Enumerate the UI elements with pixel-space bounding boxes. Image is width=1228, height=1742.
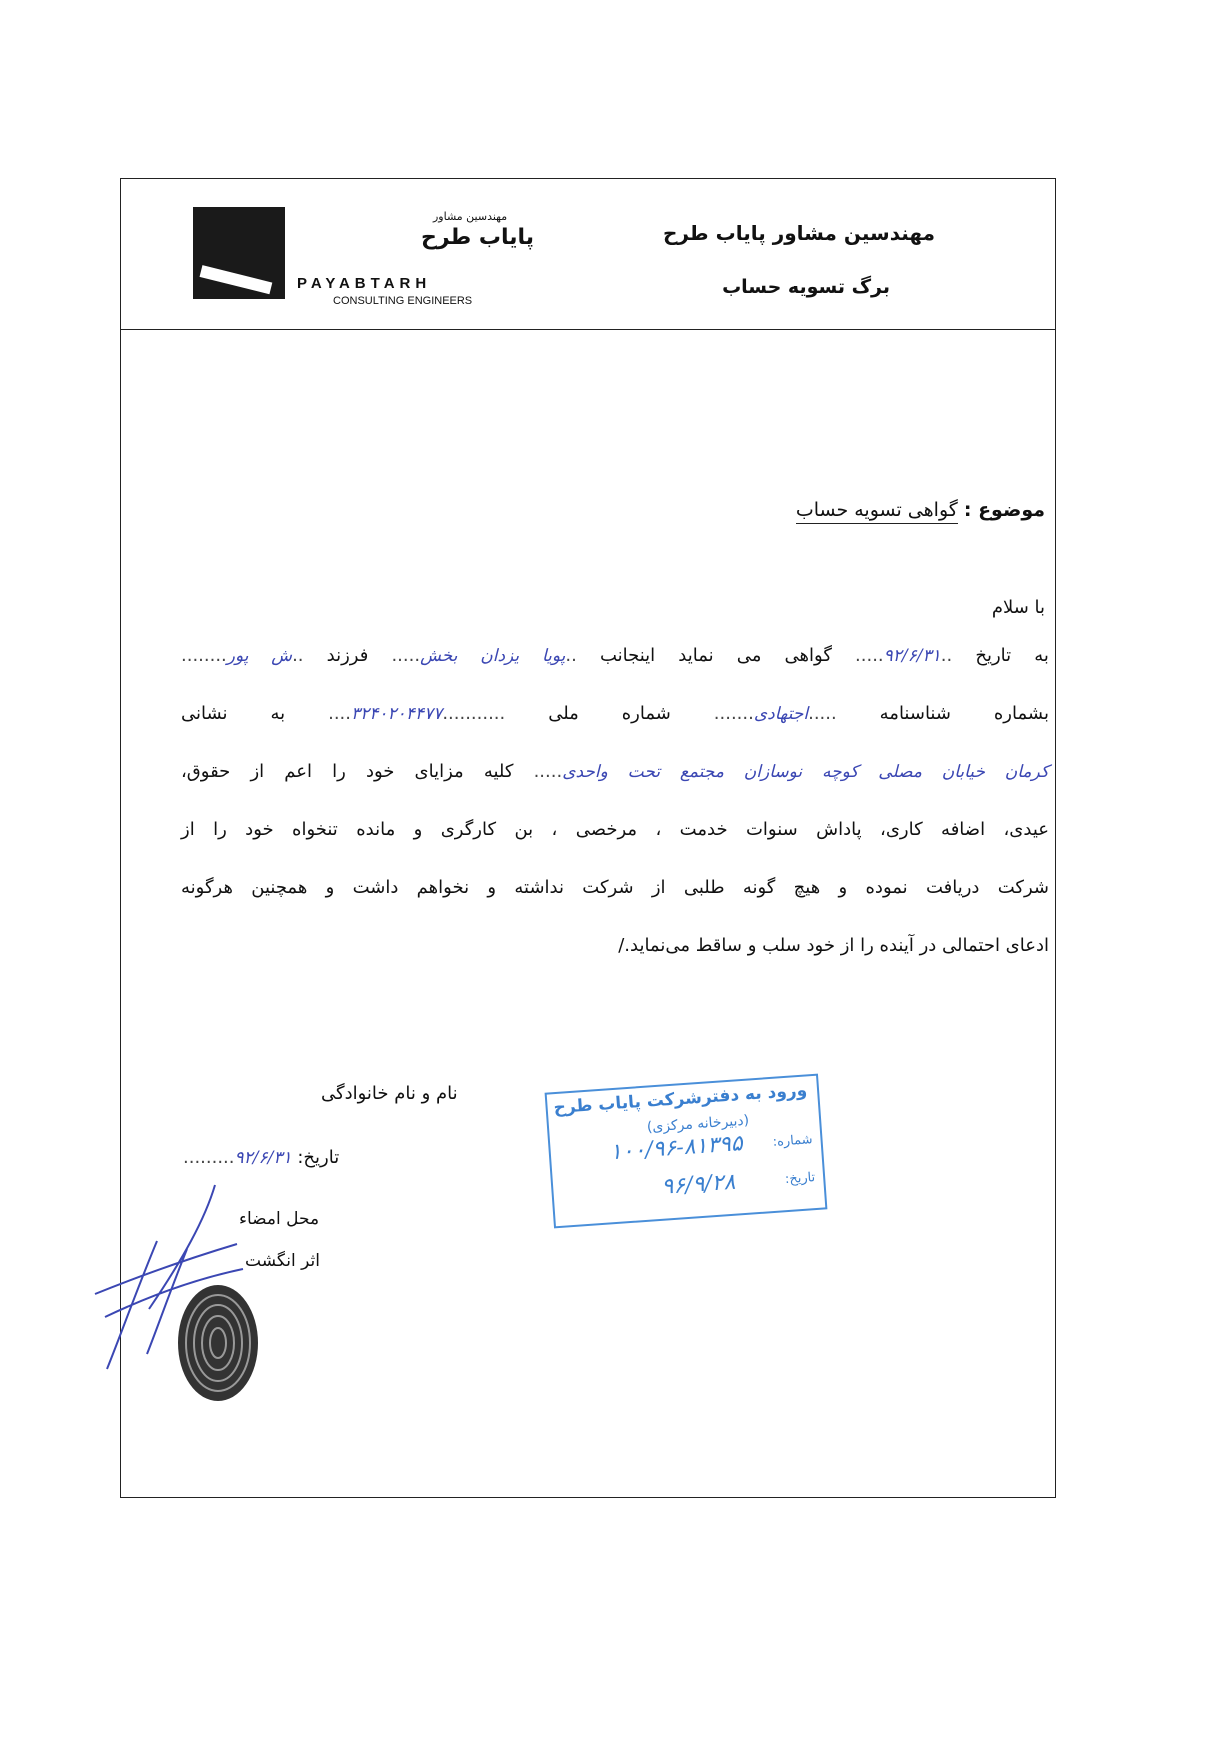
signature-place-label: محل امضاء [239,1209,320,1229]
body-text: شماره ملی [548,703,671,724]
fingerprint-label: اثر انگشت [245,1251,320,1271]
form-title: برگ تسویه حساب [722,276,890,298]
subject-value: گواهی تسویه حساب [796,499,958,524]
handwritten-national-id: ۳۲۴۰۲۰۴۴۷۷ [351,704,443,724]
subject-label: موضوع : [963,499,1045,521]
fingerprint-icon [175,1281,261,1405]
handwritten-name: پویا یزدان بخش [420,646,566,666]
body-line-3: کرمان خیابان مصلی کوچه نوسازان مجتمع تحت واحدی..... کلیه مزایای خود را اعم از حقوق، [181,761,1050,782]
logo-fa-big: پایاب طرح [421,225,535,250]
handwritten-father: ش پور [226,646,293,666]
signature-date: تاریخ: ۹۲/۶/۳۱......... [183,1147,340,1168]
handwritten-id-number: اجتهادی [753,704,809,724]
stamp-title: ورود به دفترشرکت پایاب طرح [552,1080,808,1119]
signature-date-value: ۹۲/۶/۳۱ [234,1148,292,1168]
body-text: به تاریخ [975,645,1049,666]
body-line-4: عیدی، اضافه کاری، پاداش سنوات خدمت ، مرخصی ، بن کارگری و مانده تنخواه خود را از [181,819,1049,840]
body-line-5: شرکت دریافت نموده و هیچ گونه طلبی از شرکت نداشته و نخواهم داشت و همچنین هرگونه [181,877,1049,898]
stamp-date-value: ۹۶/۹/۲۸ [660,1169,737,1200]
signature-date-label: تاریخ: [297,1147,340,1168]
stamp-number-label: شماره: [772,1132,814,1150]
stamp-date-label: تاریخ: [784,1170,816,1188]
stamp-number-value: ۱۰۰/۹۶-۸۱۳۹۵ [609,1131,744,1166]
stamp-subtitle: (دبیرخانه مرکزی) [646,1112,750,1136]
body-text: فرزند [326,645,369,666]
header-divider [121,329,1055,330]
logo-fa-small: مهندسین مشاور [433,210,508,223]
body-line-2: بشماره شناسنامه .....اجتهادی....... شماره ملی ...........۳۲۴۰۲۰۴۴۷۷.... به نشانی [181,703,1049,724]
certificate-body [181,627,1049,975]
logo-mark [193,207,285,299]
full-name-label: نام و نام خانوادگی [321,1083,458,1104]
logo-en-main: PAYABTARH [297,275,432,292]
received-stamp [545,1074,828,1229]
body-text: گواهی می نماید اینجانب [599,645,832,666]
handwritten-address: کرمان خیابان مصلی کوچه نوسازان مجتمع تحت واحدی [562,762,1050,782]
greeting: با سلام [991,597,1045,618]
body-text: کلیه مزایای خود را اعم از حقوق، [181,761,514,782]
company-name: مهندسین مشاور پایاب طرح [662,221,935,245]
body-line-1: به تاریخ ..۹۲/۶/۳۱..... گواهی می نماید اینجانب ..پویا یزدان بخش..... فرزند ..ش پور........ [181,645,1049,666]
logo-en-sub: CONSULTING ENGINEERS [333,295,473,307]
handwritten-date: ۹۲/۶/۳۱ [883,646,941,666]
subject-line [796,499,1045,521]
body-text: به نشانی [181,703,286,724]
document-frame [120,178,1056,1498]
body-line-6: ادعای احتمالی در آینده را از خود سلب و ساقط می‌نماید./ [618,935,1049,956]
body-text: بشماره شناسنامه [879,703,1049,724]
company-logo [193,207,603,317]
